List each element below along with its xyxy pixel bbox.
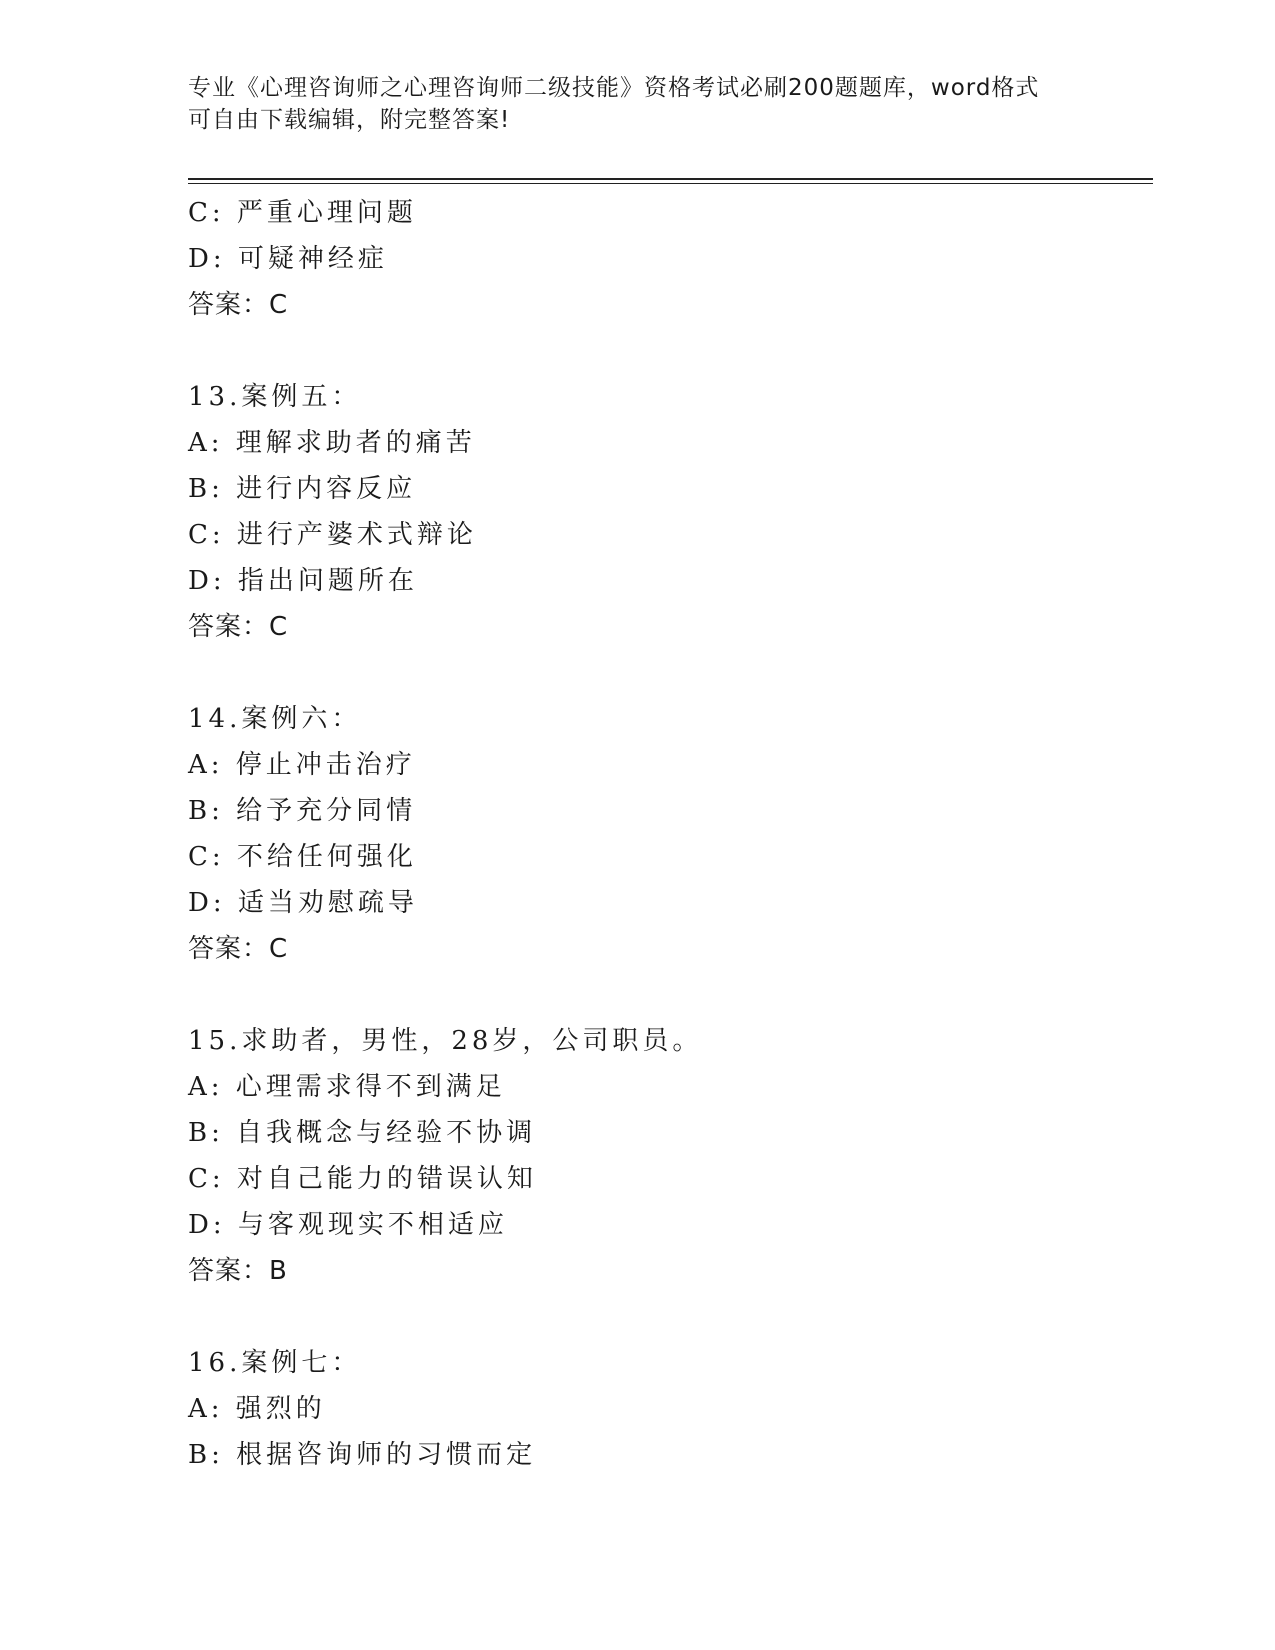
question-block [188, 190, 1148, 328]
option-line: B: 自我概念与经验不协调 [188, 1118, 537, 1148]
question-title: 16.案例七： [188, 1348, 362, 1378]
question-title: 15.求助者，男性，28岁，公司职员。 [188, 1026, 703, 1056]
answer-line: 答案：B [188, 1256, 288, 1286]
option-line: A: 停止冲击治疗 [188, 750, 416, 780]
block-spacer [188, 328, 1148, 374]
option-line: D: 指出问题所在 [188, 566, 418, 596]
document-header [188, 72, 1088, 136]
option-line: B: 进行内容反应 [188, 474, 417, 504]
block-spacer [188, 972, 1148, 1018]
option-line: C: 进行产婆术式辩论 [188, 520, 477, 550]
question-title: 14.案例六： [188, 704, 362, 734]
answer-line: 答案：C [188, 934, 289, 964]
option-line: B: 根据咨询师的习惯而定 [188, 1440, 537, 1470]
question-block [188, 696, 1148, 972]
block-spacer [188, 650, 1148, 696]
header-line-2: 可自由下载编辑，附完整答案! [188, 107, 511, 133]
header-divider-thick [188, 178, 1153, 180]
question-title: 13.案例五： [188, 382, 362, 412]
answer-line: 答案：C [188, 290, 289, 320]
option-line: D: 适当劝慰疏导 [188, 888, 418, 918]
block-spacer [188, 1294, 1148, 1340]
option-line: A: 强烈的 [188, 1394, 326, 1424]
option-line: C: 严重心理问题 [188, 198, 417, 228]
option-line: A: 心理需求得不到满足 [188, 1072, 506, 1102]
header-divider-thin [188, 183, 1153, 184]
question-block [188, 374, 1148, 650]
option-line: D: 与客观现实不相适应 [188, 1210, 508, 1240]
question-list [188, 190, 1148, 1478]
option-line: C: 不给任何强化 [188, 842, 417, 872]
option-line: B: 给予充分同情 [188, 796, 417, 826]
answer-line: 答案：C [188, 612, 289, 642]
option-line: A: 理解求助者的痛苦 [188, 428, 476, 458]
option-line: D: 可疑神经症 [188, 244, 388, 274]
option-line: C: 对自己能力的错误认知 [188, 1164, 537, 1194]
question-block [188, 1018, 1148, 1294]
question-block [188, 1340, 1148, 1478]
header-line-1: 专业《心理咨询师之心理咨询师二级技能》资格考试必刷200题题库，word格式 [188, 75, 1040, 101]
